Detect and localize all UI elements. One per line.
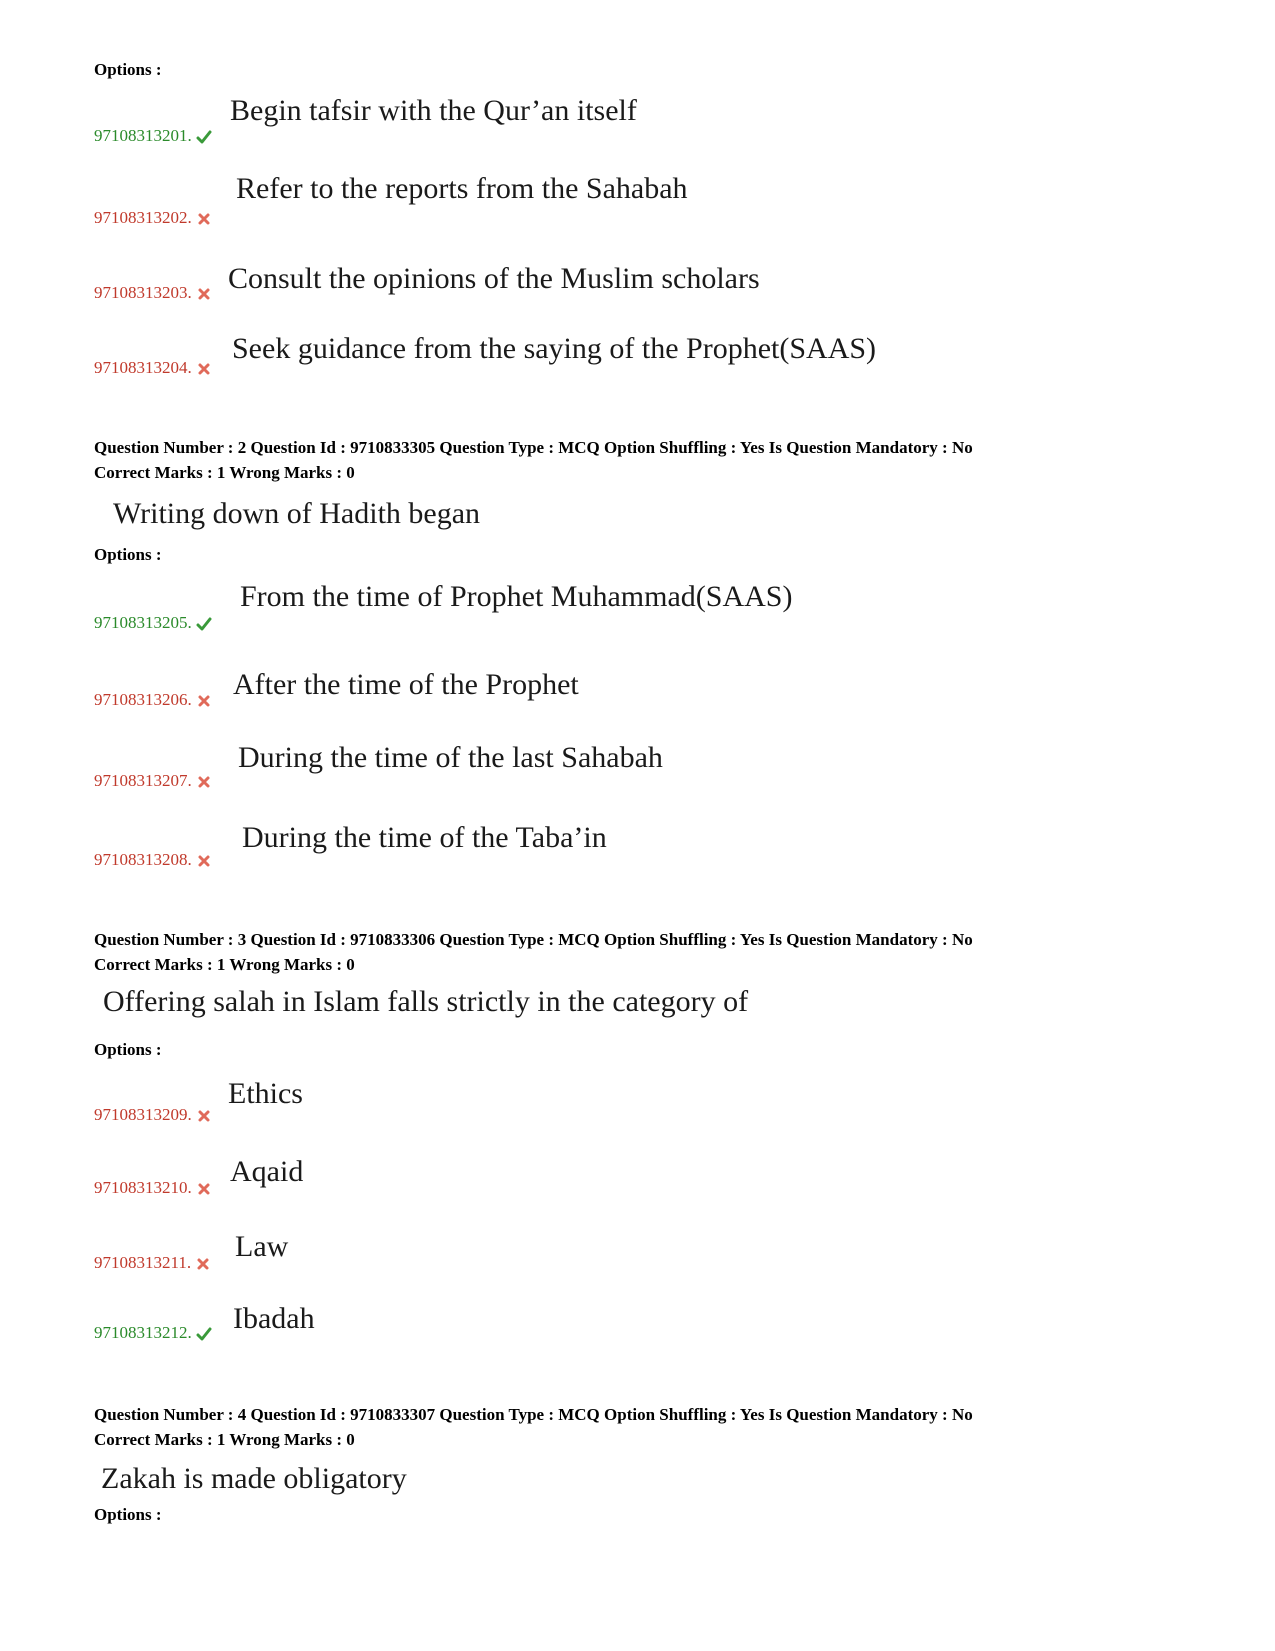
option-text: Ethics — [228, 1077, 303, 1110]
option-text: Seek guidance from the saying of the Prophet(SAAS) — [232, 332, 877, 365]
cross-icon — [196, 774, 212, 790]
question-marks: Correct Marks : 1 Wrong Marks : 0 — [94, 955, 355, 974]
option-id: 97108313208. — [94, 850, 212, 870]
cross-icon — [196, 286, 212, 302]
option-text: Law — [235, 1230, 289, 1263]
cross-icon — [196, 1108, 212, 1124]
option-text: During the time of the Taba’in — [242, 821, 607, 854]
check-icon — [196, 1326, 212, 1342]
option-id: 97108313205. — [94, 613, 212, 633]
option-text: Refer to the reports from the Sahabah — [236, 172, 688, 205]
option-text: Consult the opinions of the Muslim scholars — [228, 262, 760, 295]
check-icon — [196, 129, 212, 145]
option-text: Aqaid — [230, 1155, 304, 1188]
option-id: 97108313207. — [94, 771, 212, 791]
option-id: 97108313211. — [94, 1253, 211, 1273]
question-marks: Correct Marks : 1 Wrong Marks : 0 — [94, 463, 355, 482]
cross-icon — [196, 211, 212, 227]
option-text: Begin tafsir with the Qur’an itself — [230, 94, 637, 127]
options-label: Options : — [94, 1505, 162, 1524]
option-id: 97108313202. — [94, 208, 212, 228]
option-text: After the time of the Prophet — [233, 668, 579, 701]
option-id: 97108313204. — [94, 358, 212, 378]
cross-icon — [196, 693, 212, 709]
question-header: Question Number : 3 Question Id : 9710833306 Question Type : MCQ Option Shuffling : Yes Is Question Mandatory : No — [94, 930, 973, 949]
question-text: Writing down of Hadith began — [113, 497, 481, 530]
options-label: Options : — [94, 545, 162, 564]
question-header: Question Number : 4 Question Id : 9710833307 Question Type : MCQ Option Shuffling : Yes Is Question Mandatory : No — [94, 1405, 973, 1424]
question-text: Offering salah in Islam falls strictly in the category of — [103, 985, 749, 1018]
option-text: During the time of the last Sahabah — [238, 741, 663, 774]
option-id: 97108313209. — [94, 1105, 212, 1125]
option-id: 97108313212. — [94, 1323, 212, 1343]
question-marks: Correct Marks : 1 Wrong Marks : 0 — [94, 1430, 355, 1449]
option-text: Ibadah — [233, 1302, 315, 1335]
option-id: 97108313203. — [94, 283, 212, 303]
cross-icon — [196, 361, 212, 377]
option-id: 97108313201. — [94, 126, 212, 146]
cross-icon — [196, 853, 212, 869]
options-label: Options : — [94, 1040, 162, 1059]
option-id: 97108313210. — [94, 1178, 212, 1198]
cross-icon — [195, 1256, 211, 1272]
options-label: Options : — [94, 60, 162, 79]
option-text: From the time of Prophet Muhammad(SAAS) — [240, 580, 793, 613]
cross-icon — [196, 1181, 212, 1197]
question-header: Question Number : 2 Question Id : 9710833305 Question Type : MCQ Option Shuffling : Yes Is Question Mandatory : No — [94, 438, 973, 457]
option-id: 97108313206. — [94, 690, 212, 710]
check-icon — [196, 616, 212, 632]
question-text: Zakah is made obligatory — [101, 1462, 407, 1495]
